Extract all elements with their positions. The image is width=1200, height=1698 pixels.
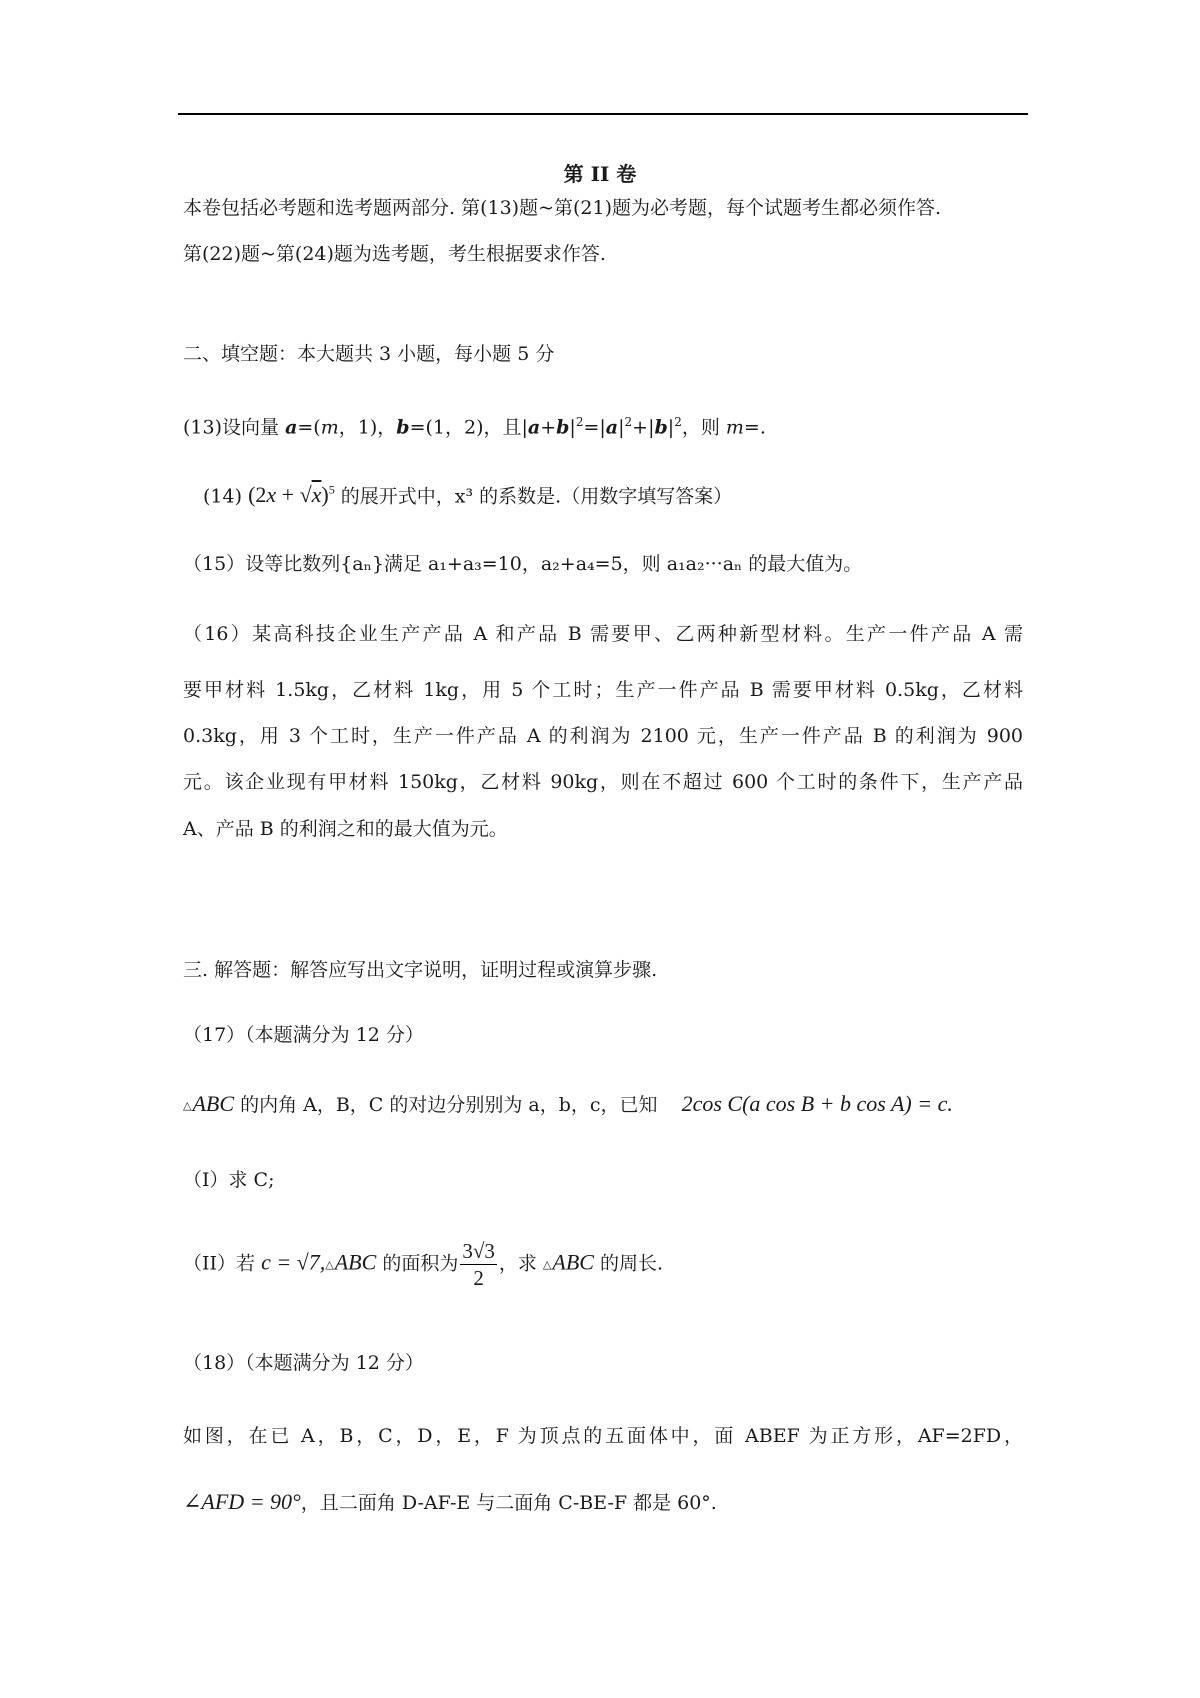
question-14: (14) $(2x + √x)^5$ 的展开式中，x³ 的系数是.（用数字填写答案） [203,482,733,508]
question-16-line-5: A、产品 B 的利润之和的最大值为元。 [183,818,508,840]
question-15: （15）设等比数列{aₙ}满足 a₁+a₃=10，a₂+a₄=5，则 a₁a₂···aₙ 的最大值为。 [183,553,863,575]
question-18-header: （18）（本题满分为 12 分） [183,1352,424,1374]
answer-section-heading: 三. 解答题：解答应写出文字说明，证明过程或演算步骤. [183,959,658,981]
question-17-part-1: （I）求 C; [183,1169,275,1191]
triangle-icon: △ [183,1099,192,1112]
fill-section-heading: 二、填空题：本大题共 3 小题，每小题 5 分 [183,343,555,365]
question-17-formula: 2cos C(a cos B + b cos A) = c. [681,1091,953,1116]
area-fraction: $\frac{3√3}{2}$ [462,1239,495,1290]
question-17-part-2: （II）若 c = √7,△ABC 的面积为 $\frac{3√3}{2}$ ，求 △ABC 的周长. [183,1239,664,1290]
question-16-line-3: 0.3kg，用 3 个工时，生产一件产品 A 的利润为 2100 元，生产一件产品 B 的利润为 900 [183,725,1023,747]
triangle-icon: △ [325,1257,334,1271]
question-17-header: （17）（本题满分为 12 分） [183,1024,424,1046]
section-title: 第 II 卷 [563,162,637,186]
question-18-line-1: 如图，在已 A，B，C，D，E，F 为顶点的五面体中，面 ABEF 为正方形，AF=2FD， [183,1425,1023,1447]
question-17-stem: △ABC 的内角 A，B，C 的对边分别别为 a，b，c，已知 2cos C(a cos B + b cos A) = c. [183,1091,953,1116]
intro-line-1: 本卷包括必考题和选考题两部分. 第(13)题~第(21)题为必考题，每个试题考生都必须作答. [183,197,942,219]
header-rule [178,113,1028,115]
question-18-line-2: ∠AFD = 90°，且二面角 D-AF-E 与二面角 C-BE-F 都是 60°. [183,1489,717,1514]
question-16-line-1: （16）某高科技企业生产产品 A 和产品 B 需要甲、乙两种新型材料。生产一件产品 A 需 [183,623,1023,645]
question-16-line-2: 要甲材料 1.5kg，乙材料 1kg，用 5 个工时；生产一件产品 B 需要甲材料 0.5kg，乙材料 [183,679,1023,701]
expression-2x-sqrtx-5: $(2x + √x)^5$ [248,482,335,508]
triangle-icon: △ [542,1257,552,1271]
question-16-line-4: 元。该企业现有甲材料 150kg，乙材料 90kg，则在不超过 600 个工时的条件下，生产产品 [183,771,1023,793]
intro-line-2: 第(22)题~第(24)题为选考题，考生根据要求作答. [183,243,606,265]
question-13: (13)设向量 a=(m，1)，b=(1，2)，且$|a+b|^2=|a|^2+|b|^2$，则 m=. [183,415,766,439]
